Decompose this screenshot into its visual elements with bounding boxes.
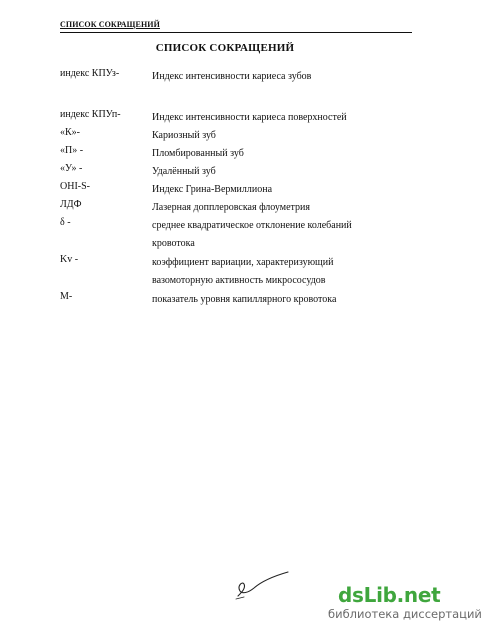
abbreviation-term: «П» - bbox=[60, 145, 84, 156]
watermark-logo: dsLib.net bbox=[338, 583, 441, 607]
abbreviation-definition: Пломбированный зуб bbox=[152, 148, 244, 159]
abbreviation-term: «К»- bbox=[60, 127, 80, 138]
abbreviation-definition: Лазерная допплеровская флоуметрия bbox=[152, 202, 310, 213]
abbreviation-definition: Индекс Грина-Вермиллиона bbox=[152, 184, 273, 195]
abbreviation-definition: коэффициент вариации, характеризующий вазомоторную активность микрососудов bbox=[152, 257, 334, 286]
handwritten-signature bbox=[232, 566, 292, 602]
abbreviation-term: ЛДФ bbox=[60, 199, 82, 210]
abbreviation-term: Kv - bbox=[60, 254, 79, 265]
abbreviation-definition: Индекс интенсивности кариеса зубов bbox=[152, 71, 312, 82]
abbreviation-definition: Удалённый зуб bbox=[152, 166, 216, 177]
running-header: СПИСОК СОКРАЩЕНИЙ bbox=[60, 20, 160, 29]
abbreviation-definition: Индекс интенсивности кариеса поверхностей bbox=[152, 112, 347, 123]
abbreviation-term: OHI-S- bbox=[60, 181, 90, 192]
watermark-subtitle: библиотека диссертаций bbox=[328, 607, 482, 621]
page-title: СПИСОК СОКРАЩЕНИЙ bbox=[155, 42, 295, 54]
abbreviation-definition: Кариозный зуб bbox=[152, 130, 216, 141]
abbreviation-term: «У» - bbox=[60, 163, 83, 174]
abbreviation-term: индекс КПУз- bbox=[60, 68, 120, 79]
abbreviation-definition: показатель уровня капиллярного кровотока bbox=[152, 294, 337, 305]
abbreviation-term: δ - bbox=[60, 217, 71, 228]
abbreviation-term: индекс КПУп- bbox=[60, 109, 121, 120]
abbreviation-definition: среднее квадратическое отклонение колебаний кровотока bbox=[152, 220, 352, 249]
abbreviation-term: М- bbox=[60, 291, 73, 302]
watermark bbox=[328, 583, 482, 626]
